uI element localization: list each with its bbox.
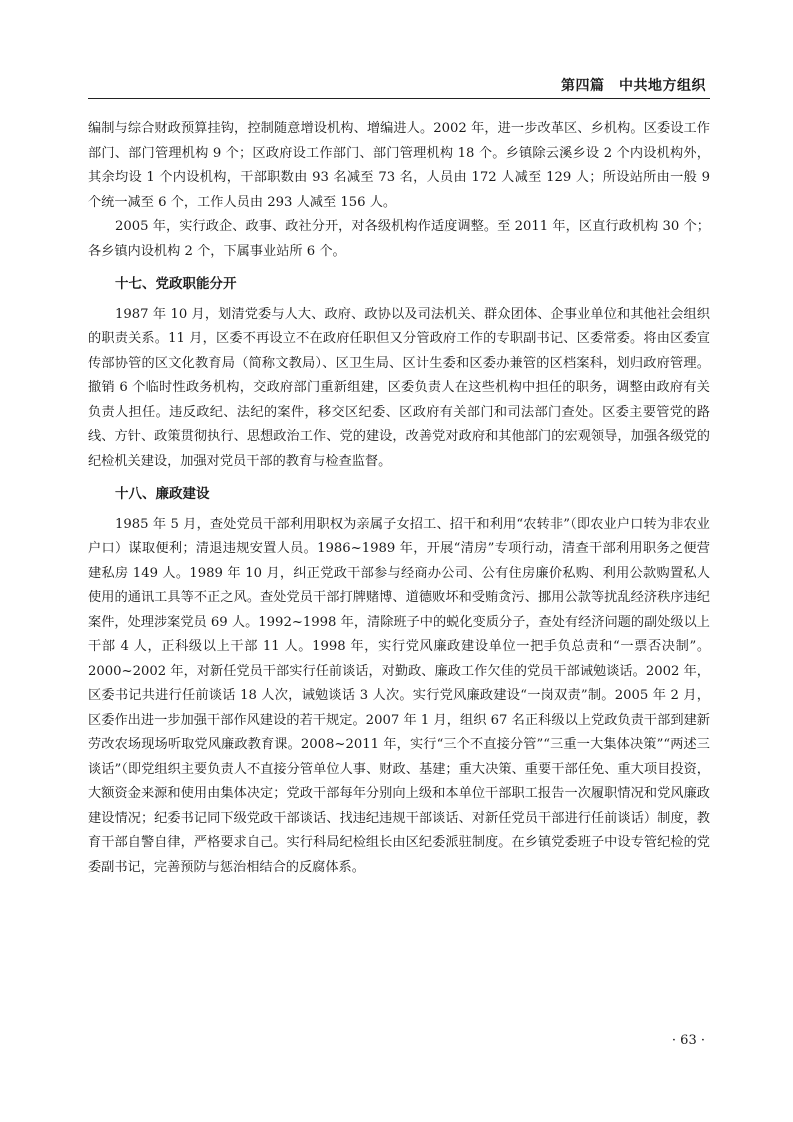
paragraph-2005: 2005 年，实行政企、政事、政社分开，对各级机构作适度调整。至 2011 年，区直行政机构 30 个；各乡镇内设机构 2 个，下属事业站所 6 个。 [88,219,710,259]
running-header [88,66,710,99]
page-number: · 63 · [671,1033,705,1048]
paragraph-1985: 1985 年 5 月，查处党员干部利用职权为亲属子女招工、招干和利用“农转非”（即农业户口转为非农业户口）谋取便利；清退违规安置人员。1986~1989 年，开展“清房”专项行动，清查干部利用职务之便营建私房 149 人。1989 年 10 月，纠正党政干部参与经商办公司、公有住房廉价私购、利用公款购置私人使用的通讯工具等不正之风。查处党员干部打牌赌博、道德败坏和受贿贪污、挪用公款等扰乱经济秩序违纪案件，处理涉案党员 69 人。1992~1998 年，清除班子中的蜕化变质分子，查处有经济问题的副处级以上干部 4 人，正科级以上干部 11 人。1998 年，实行党风廉政建设单位一把手负总责和“一票否决制”。2000~2002 年，对新任党员干部实行任前谈话，对勤政、廉政工作欠佳的党员干部诫勉谈话。2002 年，区委书记共进行任前谈话 18 人次，诫勉谈话 3 人次。实行党风廉政建设“一岗双责”制。2005 年 2 月，区委作出进一步加强干部作风建设的若干规定。2007 年 1 月，组织 67 名正科级以上党政负责干部到建新劳改农场现场听取党风廉政教育课。2008~2011 年，实行“三个不直接分管”“三重一大集体决策”“两述三谈话”（即党组织主要负责人不直接分管单位人事、财政、基建；重大决策、重要干部任免、重大项目投资，大额资金来源和使用由集体决定；党政干部每年分别向上级和本单位干部职工报告一次履职情况和党风廉政建设情况；纪委书记同下级党政干部谈话、找违纪违规干部谈话、对新任党员干部进行任前谈话）制度，教育干部自警自律，严格要求自己。实行科局纪检组长由区纪委派驻制度。在乡镇党委班子中设专管纪检的党委副书记，完善预防与惩治相结合的反腐体系。 [88,516,710,875]
body-text [88,117,710,880]
header-title: 第四篇 中共地方组织 [561,78,706,94]
section-heading-18: 十八、廉政建设 [115,486,210,502]
paragraph-1987: 1987 年 10 月，划清党委与人大、政府、政协以及司法机关、群众团体、企事业单位和其他社会组织的职责关系。11 月，区委不再设立不在政府任职但又分管政府工作的专职副书记、区委常委。将由区委宣传部协管的区文化教育局（简称文教局）、区卫生局、区计生委和区委办兼管的区档案科，划归政府管理。撤销 6 个临时性政务机构，交政府部门重新组建，区委负责人在这些机构中担任的职务，调整由政府有关负责人担任。违反政纪、法纪的案件，移交区纪委、区政府有关部门和司法部门查处。区委主要管党的路线、方针、政策贯彻执行、思想政治工作、党的建设，改善党对政府和其他部门的宏观领导，加强各级党的纪检机关建设，加强对党员干部的教育与检查监督。 [88,306,710,469]
paragraph-continued: 编制与综合财政预算挂钩，控制随意增设机构、增编进人。2002 年，进一步改革区、乡机构。区委设工作部门、部门管理机构 9 个；区政府设工作部门、部门管理机构 18 个。乡镇除云溪乡设 2 个内设机构外，其余均设 1 个内设机构，干部职数由 93 名减至 73 名，人员由 172 人减至 129 人；所设站所由一般 9 个统一减至 6 个，工作人员由 293 人减至 156 人。 [88,121,710,210]
section-heading-17: 十七、党政职能分开 [115,276,237,292]
